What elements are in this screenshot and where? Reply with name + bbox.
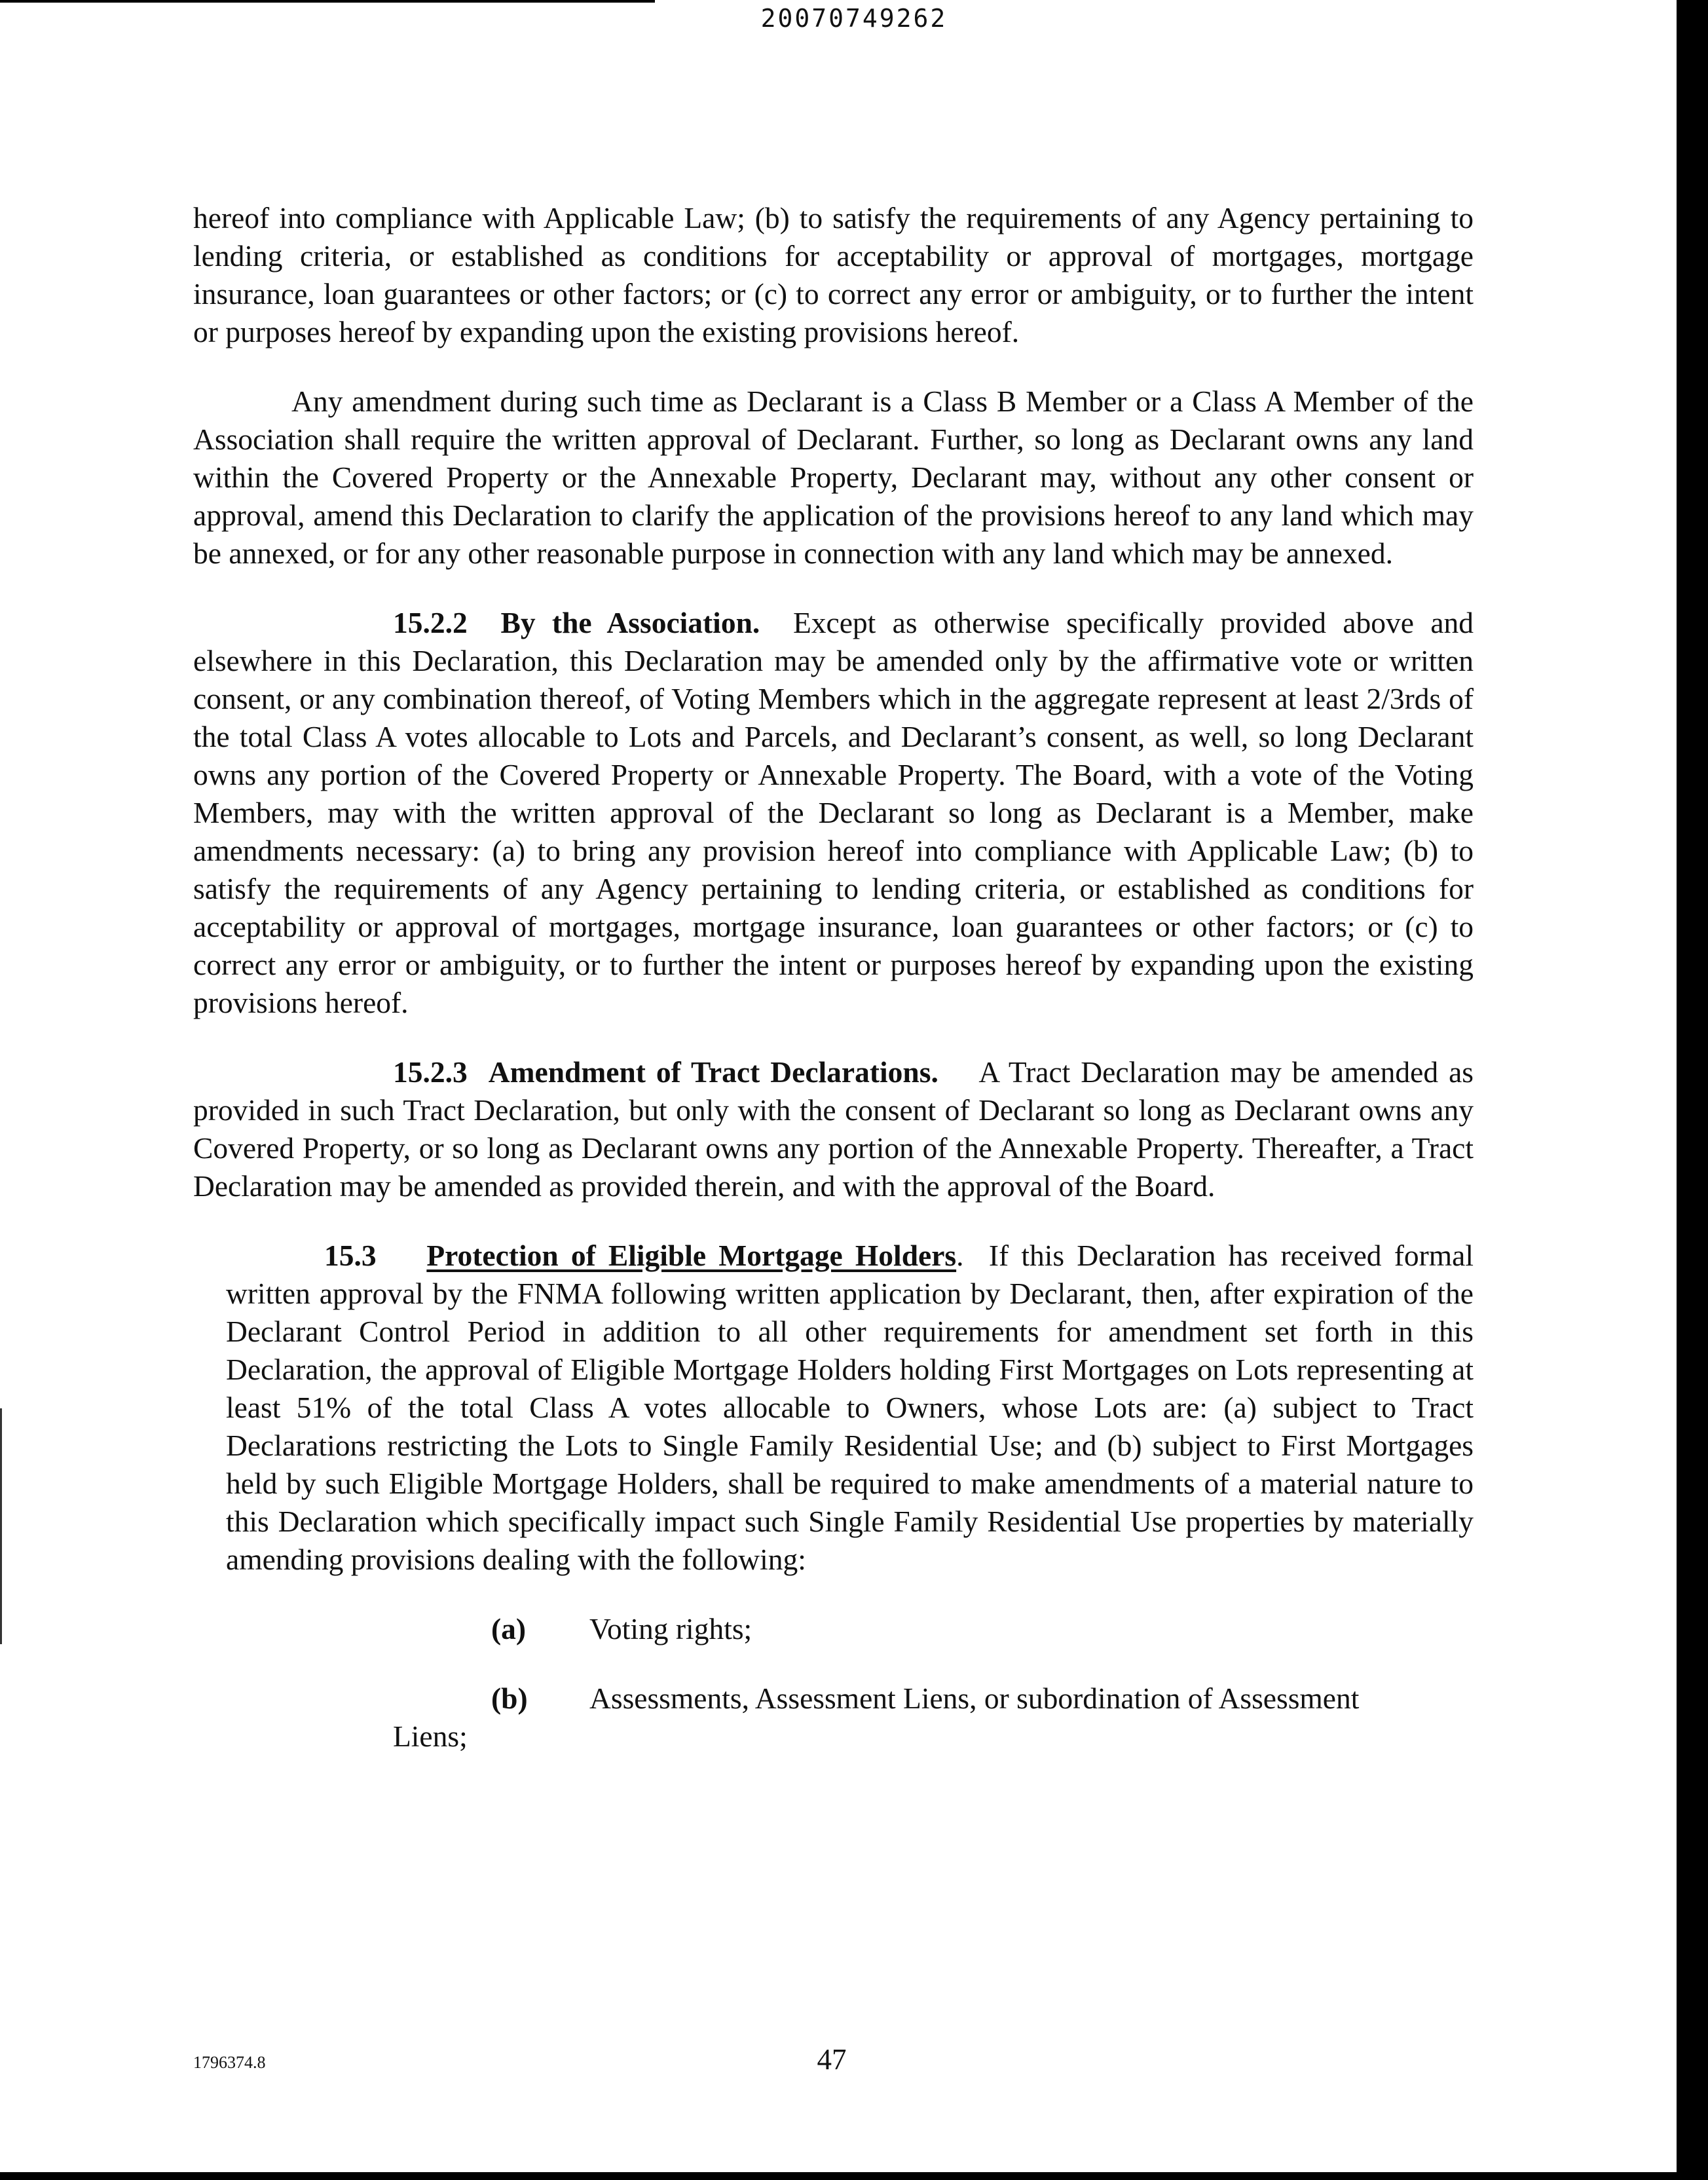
section-15-2-2-title: By the Association: [500, 606, 752, 639]
scan-left-mark: [0, 1408, 2, 1644]
section-15-2-2: 15.2.2 By the Association. Except as otherwise specifically provided above and elsewhere in this Declaration, this Declaration may be amended only by the affirmative vote or written consent, or any combination thereof, of Voting Members which in the aggregate represent at least 2/3rds of the total Class A votes allocable to Lots and Parcels, and Declarant’s consent, as well, so long Declarant owns any portion of the Covered Property or Annexable Property. The Board, with a vote of the Voting Members, may with the written approval of the Declarant so long as Declarant is a Member, make amendments necessary: (a) to bring any provision hereof into compliance with Applicable Law; (b) to satisfy the requirements of any Agency pertaining to lending criteria, or established as conditions for acceptability or approval of mortgages, mortgage insurance, loan guarantees or other factors; or (c) to correct any error or ambiguity, or to further the intent or purposes hereof by expanding upon the existing provisions hereof.: [193, 606, 1474, 1019]
list-item-text: Assessments, Assessment Liens, or subordination of Assessment: [589, 1682, 1360, 1715]
recording-number: 20070749262: [760, 4, 948, 33]
section-15-2-2-text: Except as otherwise specifically provided above and elsewhere in this Declaration, this Declaration may be amended only by the affirmative vote or written consent, or any combination thereof, of Voting Members which in the aggregate represent at least 2/3rds of the total Class A votes allocable to Lots and Parcels, and Declarant’s consent, as well, so long Declarant owns any portion of the Covered Property or Annexable Property. The Board, with a vote of the Voting Members, may with the written approval of the Declarant so long as Declarant is a Member, make amendments necessary: (a) to bring any provision hereof into compliance with Applicable Law; (b) to satisfy the requirements of any Agency pertaining to lending criteria, or established as conditions for acceptability or approval of mortgages, mortgage insurance, loan guarantees or other factors; or (c) to correct any error or ambiguity, or to further the intent or purposes hereof by expanding upon the existing provisions hereof.: [193, 606, 1474, 1019]
paragraph-declarant-amendment: Any amendment during such time as Declarant is a Class B Member or a Class A Member of the Association shall require the written approval of Declarant. Further, so long as Declarant owns any land within the Covered Property or the Annexable Property, Declarant may, without any other consent or approval, amend this Declaration to clarify the application of the provisions hereof to any land which may be annexed, or for any other reasonable purpose in connection with any land which may be annexed.: [193, 385, 1474, 570]
scan-bottom-edge: [0, 2172, 1708, 2180]
section-15-3-title: Protection of Eligible Mortgage Holders: [426, 1239, 957, 1272]
list-item: [193, 1680, 1474, 1756]
section-15-2-3: 15.2.3 Amendment of Tract Declarations. A Tract Declaration may be amended as provided in such Tract Declaration, but only with the consent of Declarant so long as Declarant owns any Covered Property, or so long as Declarant owns any portion of the Annexable Property. Thereafter, a Tract Declaration may be amended as provided therein, and with the approval of the Board.: [193, 1055, 1474, 1203]
section-15-3-number: 15.3: [324, 1239, 377, 1272]
footer-document-id: 1796374.8: [193, 2053, 266, 2072]
list-item-continuation: Liens;: [393, 1720, 468, 1753]
list-item: [193, 1610, 1474, 1648]
document-body: [193, 199, 1474, 1787]
list-item-label: (b): [491, 1682, 528, 1715]
page-number: 47: [817, 2043, 847, 2076]
section-15-2-3-title: Amendment of Tract Declarations: [488, 1055, 931, 1089]
paragraph-continuation: hereof into compliance with Applicable Law; (b) to satisfy the requirements of any Agency pertaining to lending criteria, or established as conditions for acceptability or approval of mortgages, mortgage insurance, loan guarantees or other factors; or (c) to correct any error or ambiguity, or to further the intent or purposes hereof by expanding upon the existing provisions hereof.: [193, 201, 1474, 348]
scan-top-rule: [0, 0, 655, 3]
list-item-label: (a): [491, 1612, 527, 1645]
section-15-3: 15.3 Protection of Eligible Mortgage Holders. If this Declaration has received formal written approval by the FNMA following written application by Declarant, then, after expiration of the Declarant Control Period in addition to all other requirements for amendment set forth in this Declaration, the approval of Eligible Mortgage Holders holding First Mortgages on Lots representing at least 51% of the total Class A votes allocable to Owners, whose Lots are: (a) subject to Tract Declarations restricting the Lots to Single Family Residential Use; and (b) subject to First Mortgages held by such Eligible Mortgage Holders, shall be required to make amendments of a material nature to this Declaration which specifically impact such Single Family Residential Use properties by materially amending provisions dealing with the following:: [226, 1239, 1474, 1576]
section-15-2-2-number: 15.2.2: [393, 606, 468, 639]
section-15-2-3-number: 15.2.3: [393, 1055, 468, 1089]
scan-right-edge: [1677, 0, 1708, 2180]
section-15-3-text: If this Declaration has received formal written approval by the FNMA following written application by Declarant, then, after expiration of the Declarant Control Period in addition to all other requirements for amendment set forth in this Declaration, the approval of Eligible Mortgage Holders holding First Mortgages on Lots representing at least 51% of the total Class A votes allocable to Owners, whose Lots are: (a) subject to Tract Declarations restricting the Lots to Single Family Residential Use; and (b) subject to First Mortgages held by such Eligible Mortgage Holders, shall be required to make amendments of a material nature to this Declaration which specifically impact such Single Family Residential Use properties by materially amending provisions dealing with the following:: [226, 1239, 1474, 1576]
section-15-2-3-text: A Tract Declaration may be amended as provided in such Tract Declaration, but only with the consent of Declarant so long as Declarant owns any Covered Property, or so long as Declarant owns any portion of the Annexable Property. Thereafter, a Tract Declaration may be amended as provided therein, and with the approval of the Board.: [193, 1055, 1474, 1203]
list-item-text: Voting rights;: [589, 1612, 752, 1645]
